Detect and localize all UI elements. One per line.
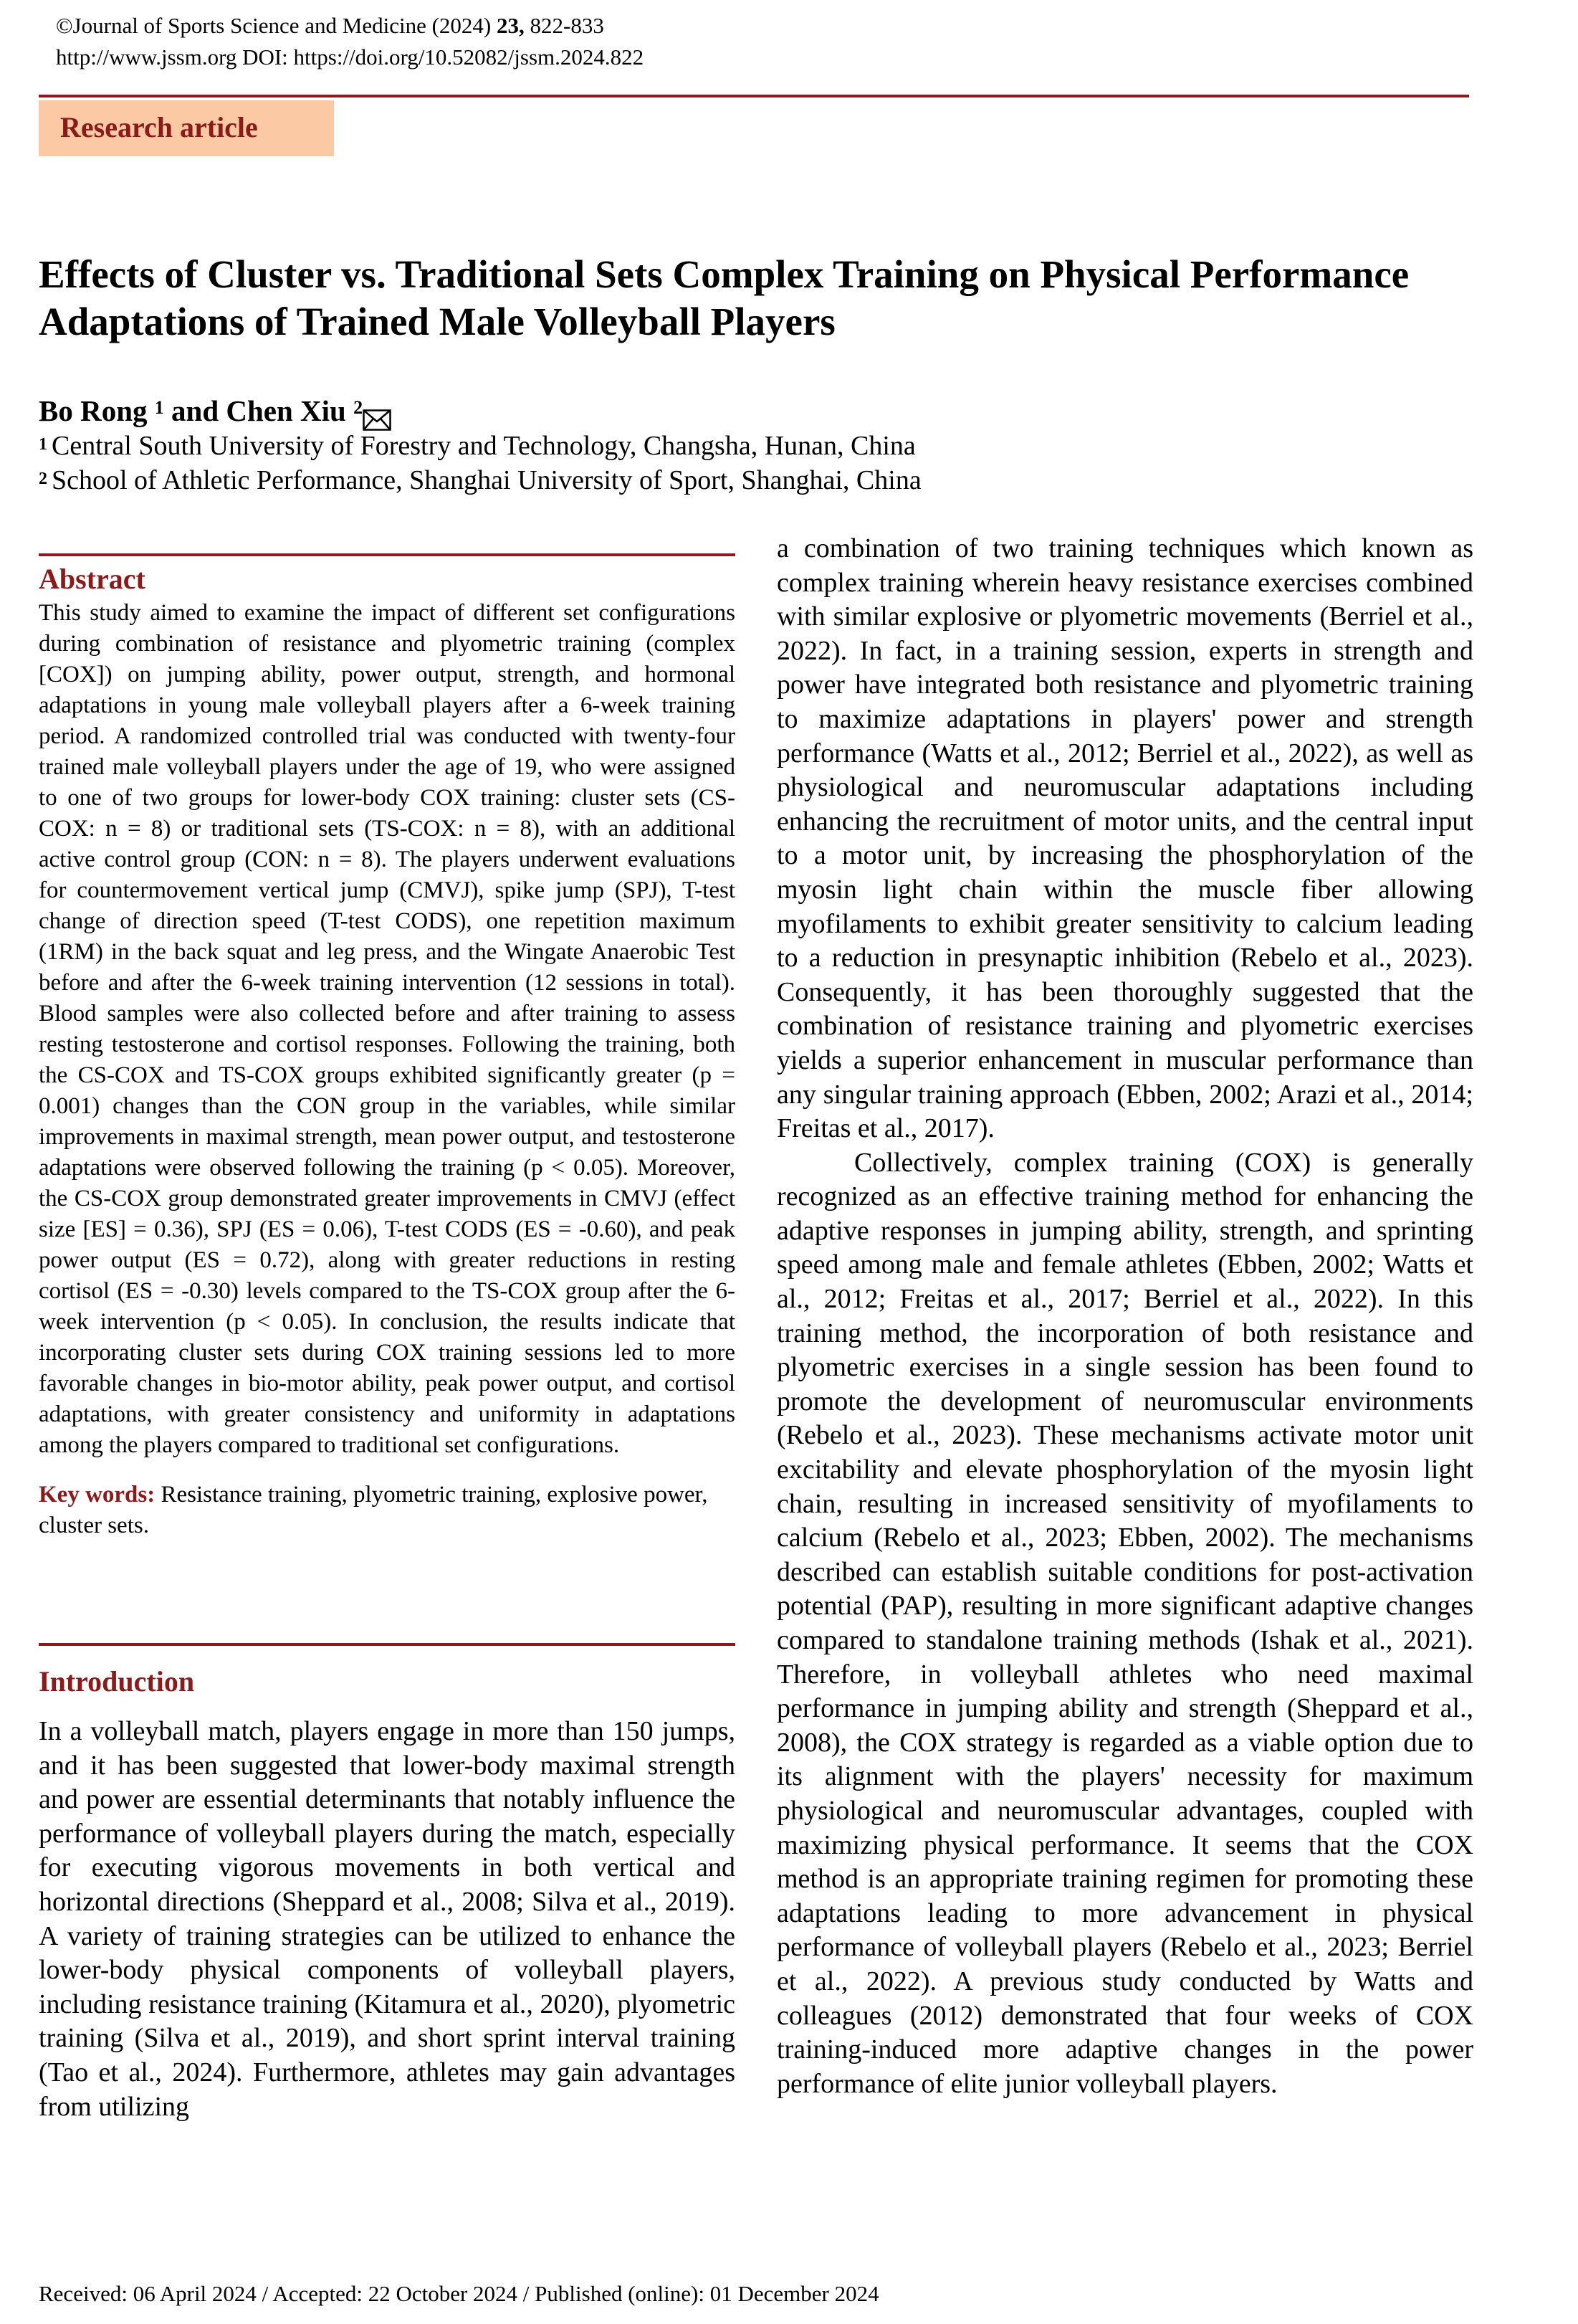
journal-header: [56, 10, 644, 73]
abstract-top-rule: [39, 553, 735, 556]
keywords: [39, 1480, 735, 1541]
journal-url-line[interactable]: http://www.jssm.org DOI: https://doi.org/10.52082/jssm.2024.822: [56, 44, 644, 70]
abstract-text: This study aimed to examine the impact of different set configurations during combination of resistance and plyometric training (complex [COX]) on jumping ability, power output, strength, and hormonal adaptations in young male volleyball players after a 6-week training period. A randomized controlled trial was conducted with twenty-four trained male volleyball players under the age of 19, who were assigned to one of two groups for lower-body COX training: cluster sets (CS-COX: n = 8) or traditional sets (TS-COX: n = 8), with an additional active control group (CON: n = 8). The players underwent evaluations for countermovement vertical jump (CMVJ), spike jump (SPJ), T-test change of direction speed (T-test CODS), one repetition maximum (1RM) in the back squat and leg press, and the Wingate Anaerobic Test before and after the 6-week training intervention (12 sessions in total). Blood samples were also collected before and after training to assess resting testosterone and cortisol responses. Following the training, both the CS-COX and TS-COX groups exhibited significantly greater (p = 0.001) changes than the CON group in the variables, while similar improvements in maximal strength, mean power output, and testosterone adaptations were observed following the training (p < 0.05). Moreover, the CS-COX group demonstrated greater improvements in CMVJ (effect size [ES] = 0.36), SPJ (ES = 0.06), T-test CODS (ES = -0.60), and peak power output (ES = 0.72), along with greater reductions in resting cortisol (ES = -0.30) levels compared to the TS-COX group after the 6-week intervention (p < 0.05). In conclusion, the results indicate that incorporating cluster sets during COX training sessions led to more favorable changes in bio-motor ability, peak power output, and cortisol adaptations, with greater consistency and uniformity in adaptations among the players compared to traditional set configurations.: [39, 600, 735, 1458]
abstract-heading: Abstract: [39, 563, 145, 595]
journal-pages: 822-833: [524, 13, 604, 38]
article-type-label: Research article: [60, 111, 258, 143]
author-line: [39, 391, 391, 430]
article-type-badge: [39, 100, 334, 156]
abstract-section: [39, 561, 735, 1541]
introduction-paragraph-right-2: Collectively, complex training (COX) is generally recognized as an effective training method for enhancing the adaptive responses in jumping ability, strength, and sprinting speed among male and female athletes (Ebben, 2002; Watts et al., 2012; Freitas et al., 2017; Berriel et al., 2022). In this training method, the incorporation of both resistance and plyometric exercises in a single session has been found to promote the development of neuromuscular environments (Rebelo et al., 2023). These mechanisms activate motor unit excitability and elevate phosphorylation of the myosin light chain, resulting in increased sensitivity of myofilaments to calcium (Rebelo et al., 2023; Ebben, 2002). The mechanisms described can establish suitable conditions for post-activation potential (PAP), resulting in more significant adaptive changes compared to standalone training methods (Ishak et al., 2021). Therefore, in volleyball athletes who need maximal performance in jumping ability and strength (Sheppard et al., 2008), the COX strategy is regarded as a viable option due to its alignment with the players' necessity for maximum physiological and neuromuscular advantages, coupled with maximizing physical performance. It seems that the COX method is an appropriate training regimen for promoting these adaptations leading to more advancement in physical performance of volleyball players (Rebelo et al., 2023; Berriel et al., 2022). A previous study conducted by Watts and colleagues (2012) demonstrated that four weeks of COX training-induced more adaptive changes in the power performance of elite junior volleyball players.: [777, 1147, 1473, 2099]
header-rule: [39, 95, 1469, 97]
author-1-affil-mark: 1: [154, 397, 164, 418]
affiliation-1-mark: 1: [39, 435, 47, 454]
introduction-top-rule: [39, 1643, 735, 1646]
journal-citation-line: [56, 10, 644, 42]
introduction-paragraph-right-1: a combination of two training techniques which known as complex training wherein heavy resistance exercises combined with similar explosive or plyometric movements (Berriel et al., 2022). In fact, in a training session, experts in strength and power have integrated both resistance and plyometric training to maximize adaptations in players' power and strength performance (Watts et al., 2012; Berriel et al., 2022), as well as physiological and neuromuscular adaptations including enhancing the recruitment of motor units, and the central input to a motor unit, by increasing the phosphorylation of the myosin light chain within the muscle fiber allowing myofilaments to exhibit greater sensitivity to calcium leading to a reduction in presynaptic inhibition (Rebelo et al., 2023). Consequently, it has been thoroughly suggested that the combination of resistance training and plyometric exercises yields a superior enhancement in muscular performance than any singular training approach (Ebben, 2002; Arazi et al., 2014; Freitas et al., 2017).: [777, 533, 1473, 1144]
introduction-paragraph-left: In a volleyball match, players engage in more than 150 jumps, and it has been suggested that lower-body maximal strength and power are essential determinants that notably influence the performance of volleyball players during the match, especially for executing vigorous movements in both vertical and horizontal directions (Sheppard et al., 2008; Silva et al., 2019). A variety of training strategies can be utilized to enhance the lower-body physical components of volleyball players, including resistance training (Kitamura et al., 2020), plyometric training (Silva et al., 2019), and short sprint interval training (Tao et al., 2024). Furthermore, athletes may gain advantages from utilizing: [39, 1716, 735, 2122]
keywords-label: Key words:: [39, 1482, 156, 1508]
affiliation-2-text: School of Athletic Performance, Shanghai University of Sport, Shanghai, China: [52, 465, 922, 495]
article-title: Effects of Cluster vs. Traditional Sets Complex Training on Physical Performance Adaptations of Trained Male Volleyball Players: [39, 252, 1410, 343]
envelope-icon[interactable]: [363, 401, 391, 422]
affiliation-1-text: Central South University of Forestry and Technology, Changsha, Hunan, China: [52, 431, 916, 461]
affiliation-2: [39, 463, 922, 497]
author-1-name: Bo Rong: [39, 394, 155, 427]
author-2-affil-mark: 2: [353, 397, 363, 418]
affiliation-1: [39, 429, 922, 463]
introduction-section-left: [39, 1662, 735, 2124]
keywords-text: Resistance training, plyometric training, explosive power, cluster sets.: [39, 1482, 708, 1538]
journal-name: ©Journal of Sports Science and Medicine (2024): [56, 13, 497, 38]
introduction-section-right: [777, 532, 1473, 2101]
affiliations: [39, 429, 922, 497]
publication-dates: Received: 06 April 2024 / Accepted: 22 October 2024 / Published (online): 01 December 2024: [39, 2281, 879, 2306]
affiliation-2-mark: 2: [39, 470, 47, 488]
journal-volume: 23,: [497, 13, 525, 38]
introduction-heading: Introduction: [39, 1665, 195, 1697]
author-joiner: and Chen Xiu: [163, 394, 354, 427]
